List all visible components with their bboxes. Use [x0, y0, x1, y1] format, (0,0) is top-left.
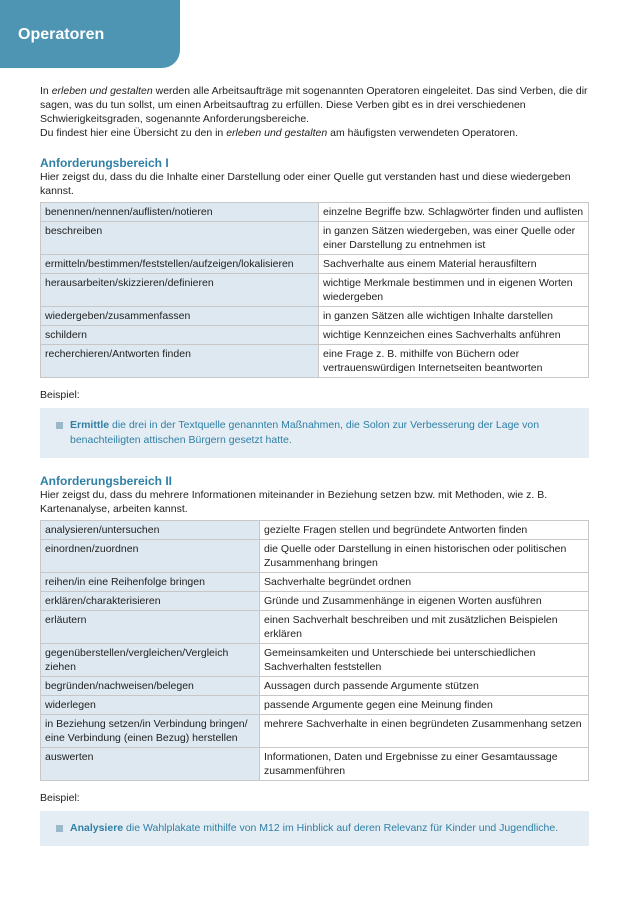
table-row	[41, 307, 589, 326]
intro-paragraph-1: In erleben und gestalten werden alle Arbeitsaufträge mit sogenannten Operatoren eingeleitet. Das sind Verben, die dir sagen, was du tun sollst, um einen Arbeitsauftrag zu erfüllen. Diese Verben gibt es in drei verschiedenen Schwierigkeitsgraden, sogenannte Anforderungsbereiche.	[40, 85, 588, 125]
operator-cell: gegenüberstellen/vergleichen/Vergleich ziehen	[41, 644, 260, 677]
operator-cell: reihen/in eine Reihenfolge bringen	[41, 573, 260, 592]
operator-cell: erläutern	[41, 611, 260, 644]
table-row	[41, 345, 589, 378]
operator-cell: begründen/nachweisen/belegen	[41, 677, 260, 696]
description-cell: eine Frage z. B. mithilfe von Büchern oder vertrauenswürdigen Internetseiten beantworten	[319, 345, 589, 378]
example-operator: Ermittle	[70, 419, 110, 431]
section1-description: Hier zeigst du, dass du die Inhalte einer Darstellung oder einer Quelle gut verstanden hast und diese wiedergeben kannst.	[40, 171, 571, 197]
operator-cell: widerlegen	[41, 696, 260, 715]
description-cell: passende Argumente gegen eine Meinung finden	[260, 696, 589, 715]
section2-description: Hier zeigst du, dass du mehrere Informationen miteinander in Beziehung setzen bzw. mit Methoden, wie z. B. Kartenanalyse, arbeiten kannst.	[40, 489, 548, 515]
description-cell: in ganzen Sätzen alle wichtigen Inhalte darstellen	[319, 307, 589, 326]
operator-cell: wiedergeben/zusammenfassen	[41, 307, 319, 326]
operator-cell: schildern	[41, 326, 319, 345]
example-text: die drei in der Textquelle genannten Maßnahmen, die Solon zur Verbesserung der Lage von benachteiligten attischen Bürgern gesetzt hatte.	[70, 419, 540, 446]
section2-example-label: Beispiel:	[40, 792, 80, 804]
table-row	[41, 677, 589, 696]
operator-cell: beschreiben	[41, 222, 319, 255]
description-cell: Sachverhalte begründet ordnen	[260, 573, 589, 592]
table-row	[41, 644, 589, 677]
table-row	[41, 748, 589, 781]
section1-example-box	[40, 408, 589, 458]
section1-example-label: Beispiel:	[40, 389, 80, 401]
operator-cell: herausarbeiten/skizzieren/definieren	[41, 274, 319, 307]
page-title: Operatoren	[18, 26, 105, 43]
table-row	[41, 521, 589, 540]
content	[40, 84, 589, 846]
description-cell: Informationen, Daten und Ergebnisse zu einer Gesamtaussage zusammenführen	[260, 748, 589, 781]
description-cell: Sachverhalte aus einem Material herausfiltern	[319, 255, 589, 274]
table-row	[41, 592, 589, 611]
operator-cell: analysieren/untersuchen	[41, 521, 260, 540]
description-cell: in ganzen Sätzen wiedergeben, was einer Quelle oder einer Darstellung zu entnehmen ist	[319, 222, 589, 255]
operator-cell: erklären/charakterisieren	[41, 592, 260, 611]
table-row	[41, 611, 589, 644]
operator-cell: ermitteln/bestimmen/feststellen/aufzeigen/lokalisieren	[41, 255, 319, 274]
table-row	[41, 696, 589, 715]
table-row	[41, 540, 589, 573]
description-cell: Aussagen durch passende Argumente stützen	[260, 677, 589, 696]
table-row	[41, 222, 589, 255]
table-row	[41, 255, 589, 274]
table-row	[41, 203, 589, 222]
description-cell: wichtige Kennzeichen eines Sachverhalts anführen	[319, 326, 589, 345]
intro-paragraph-2: Du findest hier eine Übersicht zu den in erleben und gestalten am häufigsten verwendeten Operatoren.	[40, 127, 519, 139]
operator-cell: auswerten	[41, 748, 260, 781]
example-text: die Wahlplakate mithilfe von M12 im Hinblick auf deren Relevanz für Kinder und Jugendliche.	[123, 822, 559, 834]
example-operator: Analysiere	[70, 822, 124, 834]
operator-cell: einordnen/zuordnen	[41, 540, 260, 573]
description-cell: die Quelle oder Darstellung in einen historischen oder politischen Zusammenhang bringen	[260, 540, 589, 573]
section1-table	[40, 202, 589, 378]
description-cell: einzelne Begriffe bzw. Schlagwörter finden und auflisten	[319, 203, 589, 222]
table-row	[41, 274, 589, 307]
intro	[40, 84, 589, 140]
description-cell: mehrere Sachverhalte in einen begründeten Zusammenhang setzen	[260, 715, 589, 748]
table-row	[41, 715, 589, 748]
description-cell: wichtige Merkmale bestimmen und in eigenen Worten wiedergeben	[319, 274, 589, 307]
section2-heading: Anforderungsbereich II	[40, 474, 173, 488]
operator-cell: recherchieren/Antworten finden	[41, 345, 319, 378]
description-cell: Gemeinsamkeiten und Unterschiede bei unterschiedlichen Sachverhalten feststellen	[260, 644, 589, 677]
description-cell: einen Sachverhalt beschreiben und mit zusätzlichen Beispielen erklären	[260, 611, 589, 644]
bullet-square-icon	[56, 825, 63, 832]
bullet-square-icon	[56, 422, 63, 429]
header-tab	[0, 0, 180, 68]
section1-heading: Anforderungsbereich I	[40, 156, 169, 170]
operator-cell: benennen/nennen/auflisten/notieren	[41, 203, 319, 222]
description-cell: Gründe und Zusammenhänge in eigenen Worten ausführen	[260, 592, 589, 611]
operator-cell: in Beziehung setzen/in Verbindung bringen/ eine Verbindung (einen Bezug) herstellen	[41, 715, 260, 748]
table-row	[41, 326, 589, 345]
section2-example-box	[40, 811, 589, 846]
description-cell: gezielte Fragen stellen und begründete Antworten finden	[260, 521, 589, 540]
section2-table	[40, 520, 589, 781]
table-row	[41, 573, 589, 592]
